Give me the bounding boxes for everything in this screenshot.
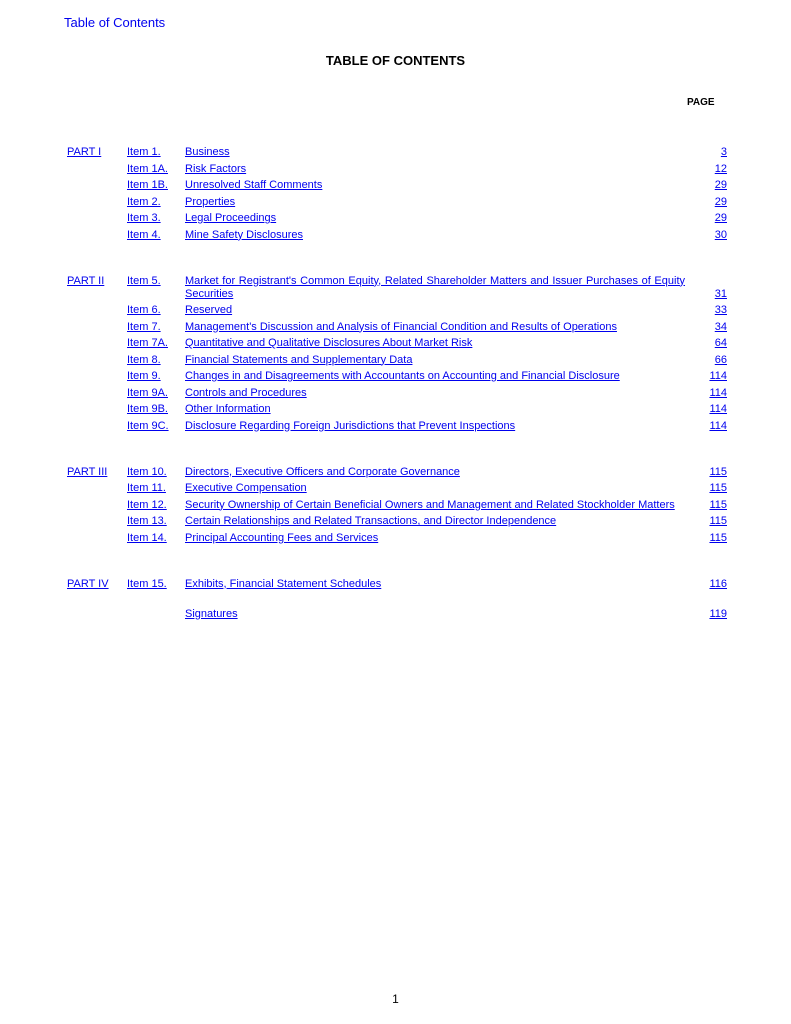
item-number-link[interactable]: Item 7A. [127,337,168,349]
toc-row [67,275,727,301]
toc-row [67,196,727,209]
item-number-link[interactable]: Item 14. [127,531,167,544]
item-title-link[interactable]: Risk Factors [185,162,247,175]
item-number-link[interactable]: Item 15. [127,577,167,590]
item-title-link[interactable]: Exhibits, Financial Statement Schedules [185,577,382,590]
item-title-link[interactable]: Principal Accounting Fees and Services [185,531,379,544]
item-title-link[interactable]: Reserved [185,304,233,316]
toc-row [67,179,727,192]
page-number-link[interactable]: 33 [714,304,727,316]
item-number-link[interactable]: Item 4. [127,228,161,241]
page-number-link[interactable]: 115 [709,515,727,527]
page-number-link[interactable]: 3 [720,146,727,158]
part-link[interactable]: PART IV [67,577,109,590]
toc-row [67,387,727,400]
item-title-link[interactable]: Mine Safety Disclosures [185,228,303,241]
part-link[interactable]: PART II [67,274,105,287]
page-column-header: PAGE [687,97,715,108]
toc-row [67,515,727,528]
page-number-link[interactable]: 114 [709,419,727,432]
toc-row [67,466,727,479]
footer-page-number: 1 [392,992,399,1006]
page-number-link[interactable]: 34 [714,320,727,333]
item-number-link[interactable]: Item 12. [127,498,167,511]
item-number-link[interactable]: Item 10. [127,465,167,478]
table-of-contents-link[interactable]: Table of Contents [64,15,166,30]
item-number-link[interactable]: Item 1A. [127,162,168,175]
item-number-link[interactable]: Item 5. [127,274,161,287]
item-title-link[interactable]: Unresolved Staff Comments [185,179,323,191]
item-title-link[interactable]: Other Information [185,403,271,415]
item-number-link[interactable]: Item 9B. [127,403,168,415]
part-link[interactable]: PART I [67,146,102,158]
part-link[interactable]: PART III [67,465,108,478]
page-number-link[interactable]: 116 [709,577,727,590]
item-title-link[interactable]: Market for Registrant's Common Equity, Related Shareholder Matters and Issuer Purchases of Equity Securities [185,274,685,300]
toc-row [67,403,727,416]
toc-row [67,578,727,591]
page-number-link[interactable]: 66 [714,353,727,366]
page-number-link[interactable]: 115 [709,498,727,511]
page-number-link[interactable]: 29 [714,195,727,208]
toc-row [67,370,727,383]
item-number-link[interactable]: Item 9. [127,370,161,382]
page-number-link[interactable]: 119 [709,607,727,620]
toc-row [67,420,727,433]
toc-row [67,354,727,367]
toc-row-signatures [67,608,727,621]
item-number-link[interactable]: Item 3. [127,212,161,224]
toc-part [67,275,727,433]
item-number-link[interactable]: Item 9A. [127,386,168,399]
item-title-link[interactable]: Business [185,146,230,158]
page-number-link[interactable]: 64 [714,337,727,349]
page-number-link[interactable]: 114 [709,403,727,415]
item-title-link[interactable]: Financial Statements and Supplementary Data [185,353,413,366]
toc-row [67,321,727,334]
item-title-link[interactable]: Controls and Procedures [185,386,307,399]
signatures-link[interactable]: Signatures [185,607,238,620]
page-number-link[interactable]: 114 [709,386,727,399]
item-title-link[interactable]: Executive Compensation [185,482,307,494]
toc-row [67,163,727,176]
toc-table [67,146,727,624]
item-title-link[interactable]: Properties [185,195,236,208]
page-number-link[interactable]: 12 [714,162,727,175]
toc-row [67,337,727,350]
item-number-link[interactable]: Item 6. [127,304,161,316]
page-number-link[interactable]: 115 [709,482,727,494]
toc-part [67,578,727,591]
item-number-link[interactable]: Item 13. [127,515,167,527]
item-number-link[interactable]: Item 9C. [127,419,169,432]
item-title-link[interactable]: Disclosure Regarding Foreign Jurisdictions that Prevent Inspections [185,419,516,432]
item-number-link[interactable]: Item 1B. [127,179,168,191]
item-title-link[interactable]: Quantitative and Qualitative Disclosures About Market Risk [185,337,473,349]
toc-part [67,146,727,242]
item-title-link[interactable]: Security Ownership of Certain Beneficial Owners and Management and Related Stockholder Matters [185,498,675,511]
toc-row [67,304,727,317]
item-title-link[interactable]: Directors, Executive Officers and Corporate Governance [185,465,460,478]
page-number-link[interactable]: 29 [714,179,727,191]
toc-row [67,482,727,495]
page-number-link[interactable]: 115 [709,465,727,478]
toc-row [67,499,727,512]
item-number-link[interactable]: Item 11. [127,482,166,494]
item-title-link[interactable]: Changes in and Disagreements with Accountants on Accounting and Financial Disclosure [185,370,620,382]
toc-row [67,146,727,159]
item-number-link[interactable]: Item 8. [127,353,161,366]
item-title-link[interactable]: Management's Discussion and Analysis of Financial Condition and Results of Operations [185,320,617,333]
item-number-link[interactable]: Item 1. [127,146,161,158]
item-title-link[interactable]: Certain Relationships and Related Transactions, and Director Independence [185,515,557,527]
toc-row [67,229,727,242]
page-number-link[interactable]: 114 [709,370,727,382]
page-title: TABLE OF CONTENTS [325,53,466,68]
page-number-link[interactable]: 31 [714,287,727,300]
toc-part [67,466,727,545]
toc-row [67,532,727,545]
page-number-link[interactable]: 30 [714,228,727,241]
page-number-link[interactable]: 29 [714,212,727,224]
page-number-link[interactable]: 115 [709,531,727,544]
item-title-link[interactable]: Legal Proceedings [185,212,277,224]
item-number-link[interactable]: Item 7. [127,320,161,333]
item-number-link[interactable]: Item 2. [127,195,161,208]
toc-row [67,212,727,225]
